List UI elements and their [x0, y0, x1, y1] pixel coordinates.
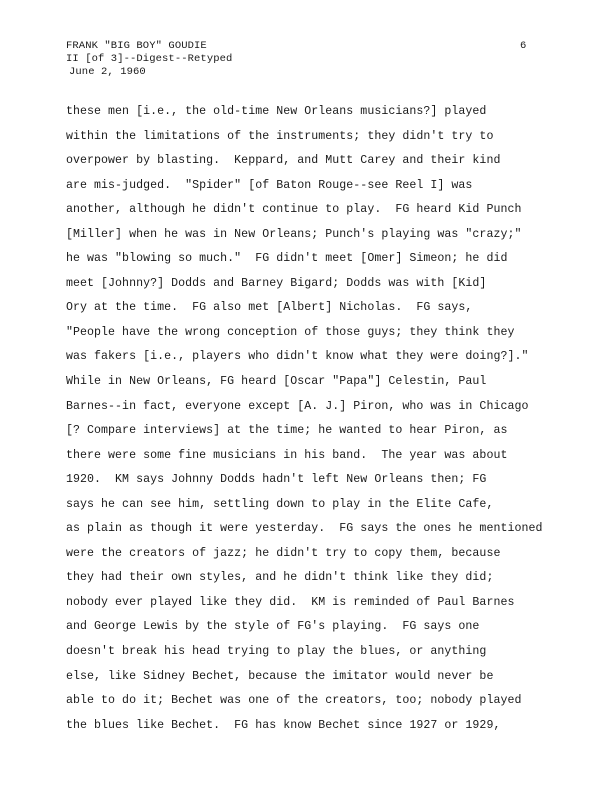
body-line: Barnes--in fact, everyone except [A. J.] Piron, who was in Chicago	[66, 399, 529, 413]
body-line: [Miller] when he was in New Orleans; Punch's playing was "crazy;"	[66, 227, 522, 241]
body-line: overpower by blasting. Keppard, and Mutt Carey and their kind	[66, 154, 501, 168]
body-line: were the creators of jazz; he didn't try to copy them, because	[66, 546, 501, 560]
body-line: says he can see him, settling down to play in the Elite Cafe,	[66, 497, 494, 511]
body-line: [? Compare interviews] at the time; he wanted to hear Piron, as	[66, 424, 508, 438]
body-line: 1920. KM says Johnny Dodds hadn't left New Orleans then; FG	[66, 473, 487, 487]
document-header	[66, 40, 546, 79]
header-title: FRANK "BIG BOY" GOUDIE	[66, 40, 207, 52]
body-line: Ory at the time. FG also met [Albert] Nicholas. FG says,	[66, 301, 473, 315]
body-line: meet [Johnny?] Dodds and Barney Bigard; Dodds was with [Kid]	[66, 276, 487, 290]
body-line: nobody ever played like they did. KM is reminded of Paul Barnes	[66, 595, 515, 609]
body-line: was fakers [i.e., players who didn't know what they were doing?]."	[66, 350, 529, 364]
body-text	[66, 100, 576, 738]
body-line: he was "blowing so much." FG didn't meet [Omer] Simeon; he did	[66, 252, 508, 266]
body-line: they had their own styles, and he didn't think like they did;	[66, 571, 494, 585]
body-line: these men [i.e., the old-time New Orleans musicians?] played	[66, 105, 487, 118]
body-line: another, although he didn't continue to play. FG heard Kid Punch	[66, 203, 522, 217]
body-line: else, like Sidney Bechet, because the imitator would never be	[66, 669, 494, 683]
body-line: and George Lewis by the style of FG's playing. FG says one	[66, 620, 480, 634]
header-date: June 2, 1960	[69, 66, 146, 78]
body-line: as plain as though it were yesterday. FG says the ones he mentioned	[66, 522, 543, 536]
body-line: "People have the wrong conception of those guys; they think they	[66, 325, 515, 339]
body-line: the blues like Bechet. FG has know Bechet since 1927 or 1929,	[66, 718, 501, 732]
page-number: 6	[520, 40, 527, 52]
body-line: there were some fine musicians in his band. The year was about	[66, 448, 508, 462]
body-line: While in New Orleans, FG heard [Oscar "Papa"] Celestin, Paul	[66, 375, 487, 389]
body-line: doesn't break his head trying to play the blues, or anything	[66, 645, 487, 659]
body-line: able to do it; Bechet was one of the creators, too; nobody played	[66, 694, 522, 708]
header-subtitle: II [of 3]--Digest--Retyped	[66, 53, 233, 65]
body-line: are mis-judged. "Spider" [of Baton Rouge--see Reel I] was	[66, 178, 473, 192]
body-line: within the limitations of the instruments; they didn't try to	[66, 129, 494, 143]
